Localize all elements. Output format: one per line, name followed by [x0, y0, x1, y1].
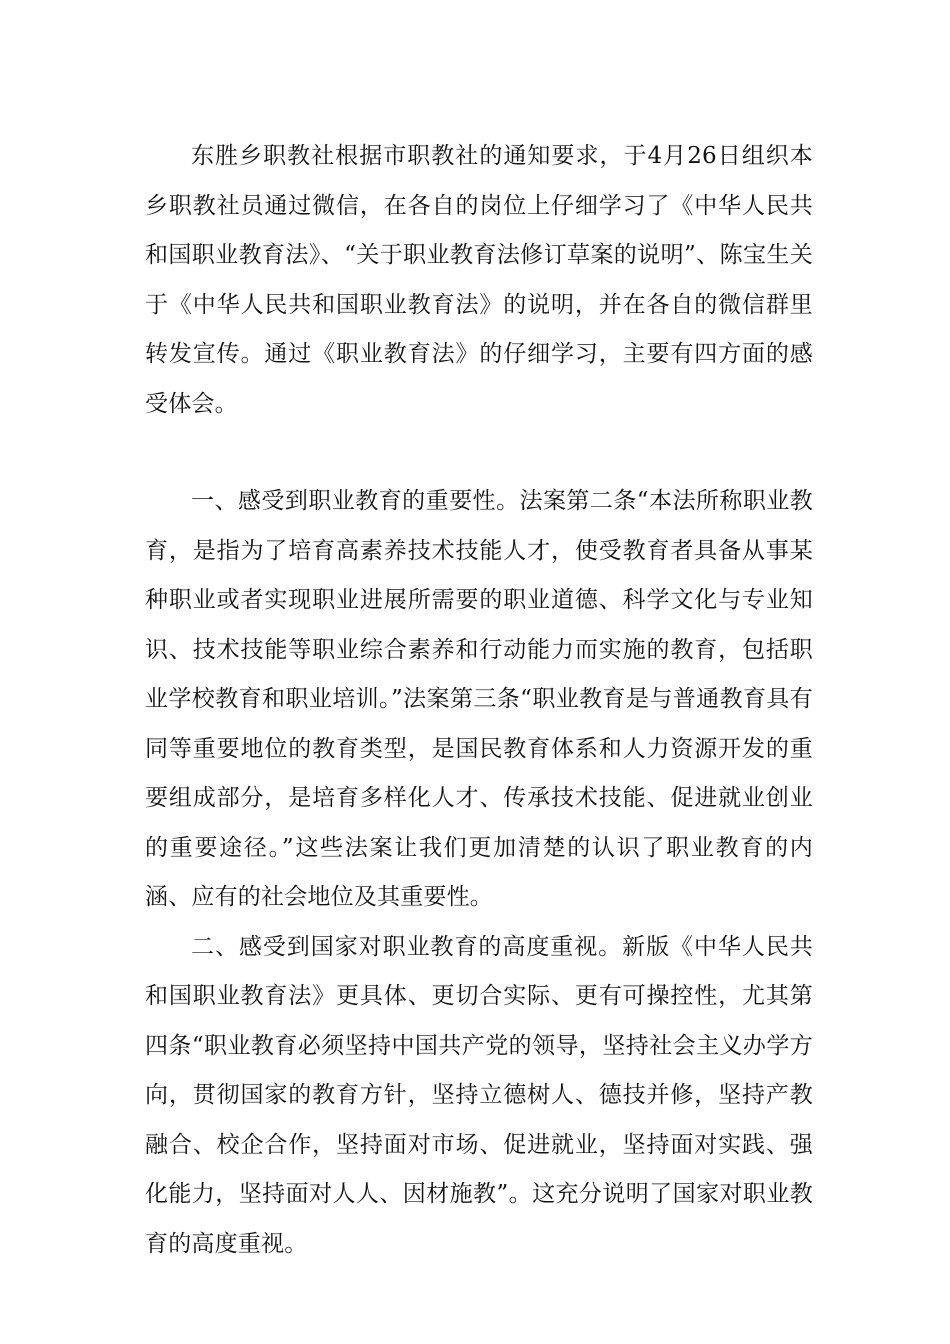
paragraph-point-two: 二、感受到国家对职业教育的高度重视。新版《中华人民共和国职业教育法》更具体、更切合实际、更有可操控性，尤其第四条“职业教育必须坚持中国共产党的领导，坚持社会主义办学方向，贯彻国家的教育方针，坚持立德树人、德技并修，坚持产教融合、校企合作，坚持面对市场、促进就业，坚持面对实践、强化能力，坚持面对人人、因材施教”。这充分说明了国家对职业教育的高度重视。	[145, 933, 813, 1257]
paragraph-intro: 东胜乡职教社根据市职教社的通知要求，于4月26日组织本乡职教社员通过微信，在各自的岗位上仔细学习了《中华人民共和国职业教育法》、“关于职业教育法修订草案的说明”、陈宝生关于《中华人民共和国职业教育法》的说明，并在各自的微信群里转发宣传。通过《职业教育法》的仔细学习，主要有四方面的感受体会。	[145, 143, 813, 417]
document-body	[145, 132, 813, 1269]
paragraph-spacer	[145, 429, 813, 477]
paragraph-point-one: 一、感受到职业教育的重要性。法案第二条“本法所称职业教育，是指为了培育高素养技术技能人才，使受教育者具备从事某种职业或者实现职业进展所需要的职业道德、科学文化与专业知识、技术技能等职业综合素养和行动能力而实施的教育，包括职业学校教育和职业培训。”法案第三条“职业教育是与普通教育具有同等重要地位的教育类型，是国民教育体系和人力资源开发的重要组成部分，是培育多样化人才、传承技术技能、促进就业创业的重要途径。”这些法案让我们更加清楚的认识了职业教育的内涵、应有的社会地位及其重要性。	[145, 488, 813, 910]
